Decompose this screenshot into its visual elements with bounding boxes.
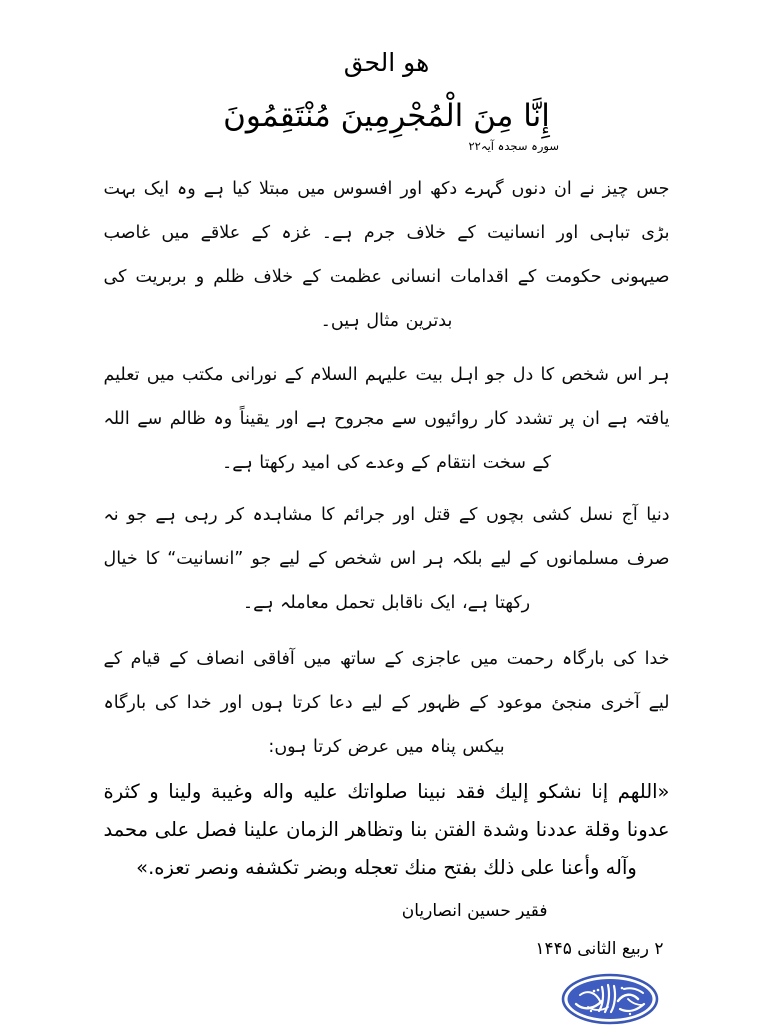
quran-verse: إِنَّا مِنَ الْمُجْرِمِينَ مُنْتَقِمُونَ <box>223 98 550 134</box>
body-paragraph-2: ہر اس شخص کا دل جو اہل بیت علیہم السلام کے نورانی مکتب میں تعلیم یافتہ ہے ان پر تشدد کار روائیوں سے مجروح ہے اور یقیناً وہ ظالم سے اللہ کے سخت انتقام کے وعدے کی امید رکھتا ہے۔ <box>103 364 670 473</box>
seal-row <box>104 971 670 1031</box>
signature-row <box>104 901 670 935</box>
oval-signature-seal-icon <box>558 971 662 1027</box>
body-paragraph-3: دنیا آج نسل کشی بچوں کے قتل اور جرائم کا مشاہدہ کر رہی ہے جو نہ صرف مسلمانوں کے لیے بلکہ ہر اس شخص کے لیے جو ”انسانیت“ کا خیال رکھتا ہے، ایک ناقابل تحمل معاملہ ہے۔ <box>103 504 670 613</box>
body-paragraph-4: خدا کی بارگاہ رحمت میں عاجزی کے ساتھ میں آفاقی انصاف کے قیام کے لیے آخری منجئ موعود کے ظہور کے لیے دعا کرتا ہوں اور خدا کی بارگاہ بیکس پناہ میں عرض کرتا ہوں: <box>103 648 670 757</box>
date-row <box>104 939 670 959</box>
document-body <box>104 167 670 887</box>
document-header <box>0 0 773 153</box>
quran-verse-reference: سورہ سجدہ آیہ۲۲ <box>468 138 559 153</box>
author-signature: فقیر حسین انصاریان <box>401 900 548 921</box>
invocation-huwal-haq: هو الحق <box>343 48 430 77</box>
arabic-supplication: «اللهم إنا نشكو إليك فقد نبينا صلواتك عليه واله وغيبة ولينا و كثرة عدونا وقلة عددنا وشدة الفتن بنا وتظاهر الزمان علينا فصل على محمد وآله وأعنا على ذلك بفتح منك تعجله وبضر تكشفه ونصر تعزه.» <box>103 779 670 879</box>
body-paragraph-1: جس چیز نے ان دنوں گہرے دکھ اور افسوس میں مبتلا کیا ہے وہ ایک بہت بڑی تباہی اور انسانیت کے خلاف جرم ہے۔ غزہ کے علاقے میں غاصب صیہونی حکومت کے اقدامات انسانی عظمت کے خلاف ظلم و بربریت کی بدترین مثال ہیں۔ <box>103 178 670 331</box>
document-date: ۲ ربیع الثانی ۱۴۴۵ <box>535 938 664 959</box>
